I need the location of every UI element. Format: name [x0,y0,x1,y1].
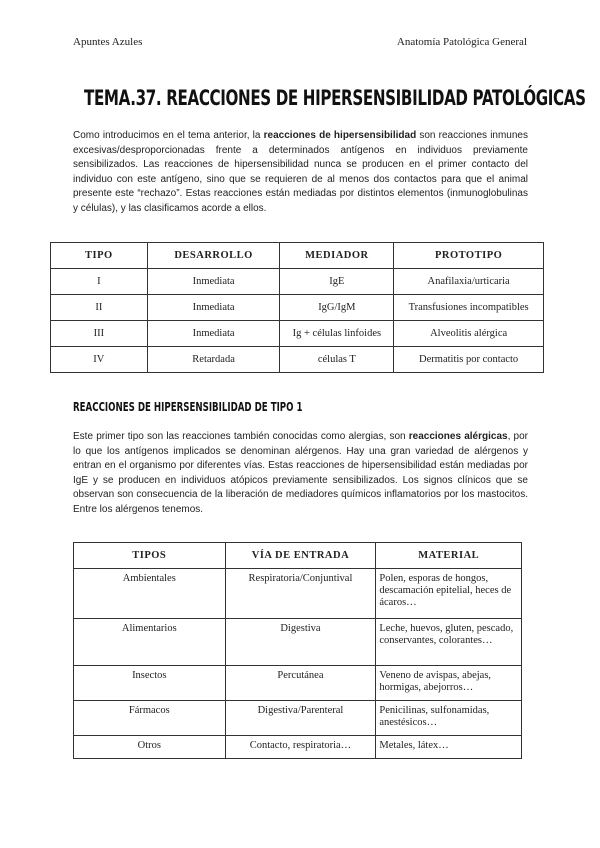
table-row [74,701,522,736]
table-header-cell: MATERIAL [376,543,522,569]
table-row [51,321,544,347]
allergens-table [73,542,522,759]
table-cell: Digestiva [225,619,376,666]
table-header-row [51,243,544,269]
table-header-cell: MEDIADOR [280,243,394,269]
table-cell: células T [280,347,394,373]
table-cell: Contacto, respiratoria… [225,736,376,759]
header-left: Apuntes Azules [73,36,143,48]
table-row [74,569,522,619]
table-cell: Ambientales [74,569,226,619]
hypersensitivity-types-table [50,242,544,373]
intro-text-c: son reacciones inmunes excesivas/desproporcionadas frente a determinados antígenos en individuos previamente sensibilizados. Las reacciones de hipersensibilidad nunca se producen en el primer contacto del individuo con este antígeno, sino que se requieren de al menos dos contactos para que el animal presente este “rechazo”. Estas reacciones están mediadas por distintos elementos (inmunoglobulinas y células), y las clasificamos acorde a ellos. [73,130,528,214]
table-cell: Penicilinas, sulfonamidas, anestésicos… [376,701,522,736]
table-cell: Inmediata [147,295,280,321]
section-paragraph [73,430,528,518]
table-cell: Retardada [147,347,280,373]
header-right: Anatomía Patológica General [396,36,527,48]
table-cell: Leche, huevos, gluten, pescado, conservantes, colorantes… [376,619,522,666]
page-header [73,36,527,48]
table-cell: Percutánea [225,666,376,701]
table-row [51,295,544,321]
table-cell: Inmediata [147,269,280,295]
page-title: TEMA.37. REACCIONES DE HIPERSENSIBILIDAD PATOLÓGICAS [83,86,586,110]
table-cell: Anafilaxia/urticaria [394,269,544,295]
table-cell: Digestiva/Parenteral [225,701,376,736]
table-cell: Respiratoria/Conjuntival [225,569,376,619]
table-cell: Ig + células linfoides [280,321,394,347]
table-cell: Fármacos [74,701,226,736]
table-header-cell: VÍA DE ENTRADA [225,543,376,569]
table-cell: Inmediata [147,321,280,347]
section-text-a: Este primer tipo son las reacciones también conocidas como alergias, son [73,431,409,442]
table-row [51,269,544,295]
table-cell: II [51,295,148,321]
table-cell: Dermatitis por contacto [394,347,544,373]
table-cell: I [51,269,148,295]
table-cell: Insectos [74,666,226,701]
table-row [74,619,522,666]
table-cell: IV [51,347,148,373]
table-header-cell: PROTOTIPO [394,243,544,269]
table-row [51,347,544,373]
table-cell: Polen, esporas de hongos, descamación epitelial, heces de ácaros… [376,569,522,619]
table-row [74,736,522,759]
table-header-row [74,543,522,569]
table-header-cell: DESARROLLO [147,243,280,269]
intro-text-bold: reacciones de hipersensibilidad [263,130,417,141]
table-cell: Veneno de avispas, abejas, hormigas, abejorros… [376,666,522,701]
table-cell: Alimentarios [74,619,226,666]
table-row [74,666,522,701]
table-header-cell: TIPOS [74,543,226,569]
table-cell: Metales, látex… [376,736,522,759]
table-cell: III [51,321,148,347]
intro-text-a: Como introducimos en el tema anterior, la [73,130,264,141]
table-cell: Alveolitis alérgica [394,321,544,347]
table-cell: IgG/IgM [280,295,394,321]
section-text-c: , por lo que los antígenos implicados se denominan alérgenos. Hay una gran variedad de alérgenos y entran en el organismo por diferentes vías. Estas reacciones de hipersensibilidad están mediadas por IgE y se producen en individuos atópicos previamente sensibilizados. Los signos clínicos que se observan son consecuencia de la liberación de mediadores químicos inflamatorios por los mastocitos. Entre los alérgenos tenemos. [73,431,528,515]
table-cell: IgE [280,269,394,295]
section-text-bold: reacciones alérgicas [408,431,508,442]
table-header-cell: TIPO [51,243,148,269]
section-title: REACCIONES DE HIPERSENSIBILIDAD DE TIPO 1 [73,400,303,414]
intro-paragraph [73,129,528,217]
table-cell: Transfusiones incompatibles [394,295,544,321]
table-cell: Otros [74,736,226,759]
